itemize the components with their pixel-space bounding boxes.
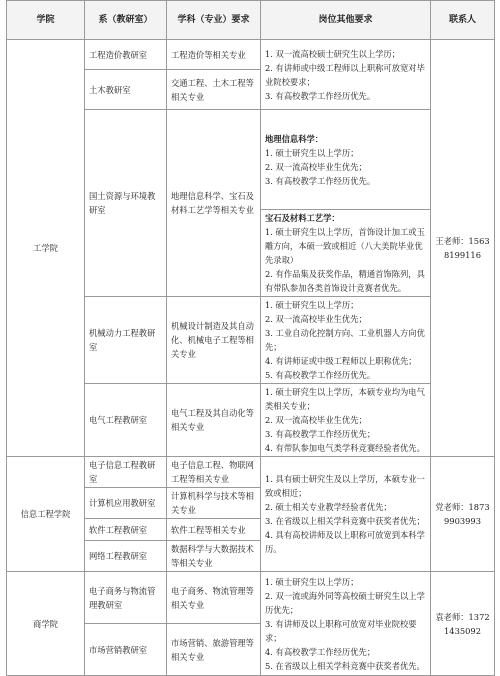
department-cell: 电子信息工程教研室	[85, 457, 167, 488]
contact-cell: 王老师：15638199116	[431, 40, 495, 457]
requirement-line: 1. 硕士研究生以上学历；	[265, 147, 359, 158]
requirement-line: 4. 具有高校讲师及以上职称可放宽到本科学历。	[265, 530, 425, 554]
discipline-cell: 软件工程等相关专业	[167, 519, 261, 541]
discipline-cell: 数据科学与大数据技术等相关专业	[167, 541, 261, 572]
department-cell: 国土资源与环境教研室	[85, 110, 167, 297]
requirements-cell	[261, 384, 431, 457]
requirement-line: 2. 双一流高校毕业生优先；	[265, 161, 367, 172]
college-cell: 商学院	[7, 572, 85, 676]
department-cell: 工程造价教研室	[85, 40, 167, 70]
department-cell: 电子商务与物流管理教研室	[85, 572, 167, 624]
header-discipline: 学科（专业）要求	[167, 1, 261, 40]
discipline-cell: 市场营销、旅游管理等相关专业	[167, 624, 261, 676]
requirement-line: 1. 硕士研究生以上学历；	[265, 576, 359, 587]
requirement-line: 3. 在省级以上相关学科竞赛中获奖者优先；	[265, 516, 425, 526]
requirement-line: 1. 具有硕士研究生及以上学历，本硕专业一致或相近；	[265, 474, 425, 498]
requirement-line: 5. 在省级以上相关学科竞赛中获奖者优先。	[265, 660, 425, 671]
requirement-line: 4. 有带队参加电气类学科竞赛经验者优先。	[265, 443, 425, 453]
requirement-heading: 地理信息科学：	[265, 133, 324, 144]
discipline-cell: 交通工程、土木工程等相关专业	[167, 70, 261, 110]
header-department: 系（教研室）	[85, 1, 167, 40]
discipline-cell: 机械设计制造及其自动化、机械电子工程等相关专业	[167, 297, 261, 384]
department-cell: 计算机应用教研室	[85, 488, 167, 519]
requirements-cell	[261, 210, 431, 297]
requirement-line: 1. 硕士研究生以上学历，本硕专业均为电气类相关专业；	[265, 387, 425, 411]
table-row	[7, 40, 495, 70]
requirement-heading: 宝石及材料工艺学：	[265, 213, 340, 223]
discipline-cell: 计算机科学与技术等相关专业	[167, 488, 261, 519]
department-cell: 软件工程教研室	[85, 519, 167, 541]
requirement-line: 4. 有高校教学工作经历优先；	[265, 646, 376, 657]
requirement-line: 3. 有讲师及以上职称可放宽对毕业院校要求；	[265, 618, 417, 643]
department-cell: 市场营销教研室	[85, 624, 167, 676]
header-other-requirements: 岗位其他要求	[261, 1, 431, 40]
discipline-cell: 地理信息科学、宝石及材料工艺学等相关专业	[167, 110, 261, 297]
requirement-line: 3. 有高校教学工作经历优先。	[265, 90, 376, 101]
table-row	[7, 457, 495, 488]
requirement-line: 4. 有讲师证或中级工程师以上职称优先；	[265, 356, 417, 366]
requirements-cell	[261, 572, 431, 676]
requirements-cell	[261, 457, 431, 572]
requirement-line: 2. 有讲师或中级工程师以上职称可放宽对毕业院校要求；	[265, 62, 425, 87]
table-row	[7, 572, 495, 624]
requirement-line: 3. 工业自动化控制方向、工业机器人方向优先；	[265, 328, 425, 352]
discipline-cell: 工程造价等相关专业	[167, 40, 261, 70]
requirement-line: 2. 双一流高校毕业生优先；	[265, 415, 367, 425]
requirement-line: 2. 有作品集及获奖作品，精通首饰陈列，具有带队参加各类首饰设计竞赛者优先。	[265, 269, 425, 293]
contact-cell: 袁老师：13721435092	[431, 572, 495, 676]
requirement-line: 3. 有高校教学工作经历优先；	[265, 429, 376, 439]
department-cell: 网络工程教研室	[85, 541, 167, 572]
requirement-line: 2. 硕士相关专业教学经验者优先；	[265, 502, 392, 512]
college-cell: 信息工程学院	[7, 457, 85, 572]
discipline-cell: 电子信息工程、物联网工程等相关专业	[167, 457, 261, 488]
header-row	[7, 1, 495, 40]
discipline-cell: 电气工程及其自动化等相关专业	[167, 384, 261, 457]
requirement-line: 3. 有高校教学工作经历优先。	[265, 175, 376, 186]
department-cell: 机械动力工程教研室	[85, 297, 167, 384]
header-college: 学院	[7, 1, 85, 40]
requirement-line: 1. 硕士研究生以上学历，首饰设计加工或玉雕方向，本硕一致或相近（八大美院毕业优先录取）	[265, 227, 425, 265]
requirement-line: 2. 双一流或海外同等高校硕士研究生以上学历优先；	[265, 590, 425, 615]
requirement-line: 2. 双一流高校毕业生优先；	[265, 314, 367, 324]
contact-cell: 党老师：18739903993	[431, 457, 495, 572]
department-cell: 电气工程教研室	[85, 384, 167, 457]
requirements-cell	[261, 110, 431, 210]
recruitment-table	[6, 0, 495, 676]
requirement-line: 5. 有高校教学工作经历优先。	[265, 370, 376, 380]
requirements-cell	[261, 40, 431, 110]
requirement-line: 1. 硕士研究生以上学历；	[265, 300, 359, 310]
requirements-cell	[261, 297, 431, 384]
college-cell: 工学院	[7, 40, 85, 457]
requirement-line: 1. 双一流高校硕士研究生以上学历；	[265, 48, 401, 59]
discipline-cell: 电子商务、物流管理等相关专业	[167, 572, 261, 624]
department-cell: 土木教研室	[85, 70, 167, 110]
header-contact: 联系人	[431, 1, 495, 40]
